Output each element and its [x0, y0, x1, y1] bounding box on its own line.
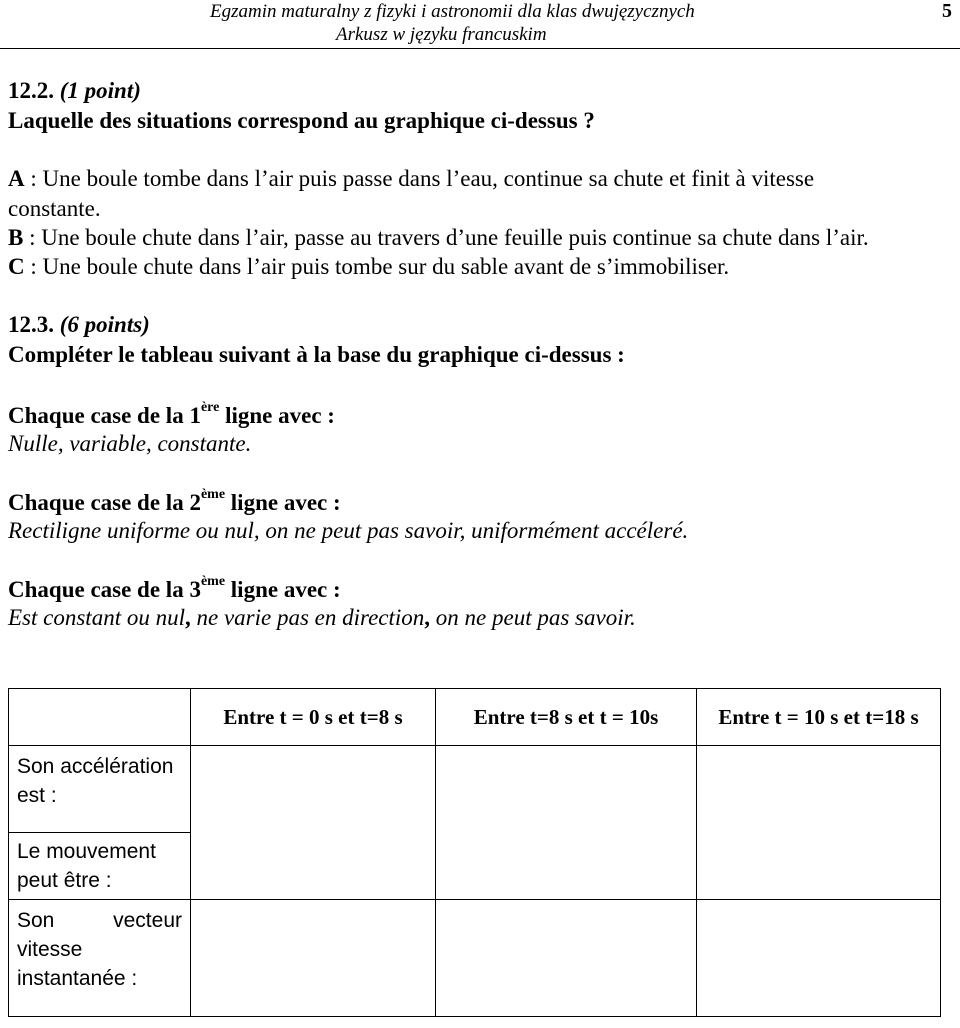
row2-instruction: [8, 487, 341, 516]
row1-choices: Nulle, variable, constante.: [8, 431, 252, 456]
option-letter: B: [8, 225, 24, 250]
instruction-suffix: ligne avec :: [225, 490, 341, 515]
corner-cell: [9, 689, 191, 746]
table-row-acceleration: [9, 746, 941, 900]
header-divider: [0, 48, 960, 49]
choice-text: on ne peut pas savoir.: [430, 605, 636, 630]
option-text: : Une boule chute dans l’air, passe au travers d’une feuille puis continue sa chute dans l’air.: [23, 225, 869, 250]
table-row-velocity: [9, 900, 941, 1017]
answer-table: [8, 688, 941, 1017]
answer-cell[interactable]: [436, 900, 697, 1017]
q123-instruction: Compléter le tableau suivant à la base du graphique ci-dessus :: [8, 342, 625, 367]
answer-cell[interactable]: [191, 746, 436, 900]
ordinal-sup: ème: [200, 574, 226, 589]
row-header-cell: [9, 746, 191, 900]
option-letter: A: [8, 166, 25, 191]
q123-points: (6 points): [59, 312, 150, 337]
instruction-prefix: Chaque case de la 3: [8, 577, 201, 602]
option-letter: C: [8, 254, 25, 279]
answer-cell[interactable]: [436, 746, 697, 900]
row-label-acceleration: Son accélération est :: [9, 746, 190, 833]
q122-option-b: [8, 225, 869, 251]
option-text: : Une boule chute dans l’air puis tombe sur du sable avant de s’immobiliser.: [24, 254, 730, 279]
choice-separator: ,: [184, 605, 191, 630]
row3-choices: [8, 605, 636, 631]
page-number: 5: [942, 0, 952, 22]
instruction-prefix: Chaque case de la 1: [8, 403, 201, 428]
instruction-suffix: ligne avec :: [225, 577, 341, 602]
option-text: constante.: [8, 196, 101, 221]
answer-cell[interactable]: [697, 900, 941, 1017]
exam-title: Egzamin maturalny z fizyki i astronomii dla klas dwujęzycznych: [210, 1, 695, 22]
answer-cell[interactable]: [697, 746, 941, 900]
column-header-8-10: Entre t=8 s et t = 10s: [436, 689, 697, 746]
choice-text: ne varie pas en direction: [190, 605, 425, 630]
exam-subtitle: Arkusz w języku francuskim: [336, 24, 547, 45]
choice-separator: ,: [424, 605, 431, 630]
q122-heading: [8, 78, 141, 104]
row2-choices: Rectiligne uniforme ou nul, on ne peut pas savoir, uniformément accéleré.: [8, 518, 689, 543]
q122-points: (1 point): [59, 78, 141, 103]
ordinal-sup: ème: [200, 487, 226, 502]
q122-number: 12.2.: [8, 78, 54, 103]
column-header-0-8: Entre t = 0 s et t=8 s: [191, 689, 436, 746]
row3-instruction: [8, 574, 341, 603]
answer-cell[interactable]: [191, 900, 436, 1017]
row-label-movement: Le mouvement peut être :: [17, 840, 156, 892]
ordinal-sup: ère: [200, 400, 220, 415]
instruction-suffix: ligne avec :: [219, 403, 335, 428]
q122-option-a-cont: [8, 196, 101, 222]
row-label-velocity: Son vecteur vitesse instantanée :: [9, 900, 191, 1017]
table-header-row: [9, 689, 941, 746]
row1-instruction: [8, 400, 335, 429]
page-header: [0, 0, 960, 50]
column-header-10-18: Entre t = 10 s et t=18 s: [697, 689, 941, 746]
q122-question: Laquelle des situations correspond au graphique ci-dessus ?: [8, 108, 595, 133]
instruction-prefix: Chaque case de la 2: [8, 490, 201, 515]
q122-option-a: [8, 166, 814, 192]
q123-number: 12.3.: [8, 312, 54, 337]
q122-option-c: [8, 254, 729, 280]
q123-heading: [8, 312, 150, 338]
option-text: : Une boule tombe dans l’air puis passe dans l’eau, continue sa chute et finit à vitesse: [24, 166, 815, 191]
choice-text: Est constant ou nul: [8, 605, 185, 630]
